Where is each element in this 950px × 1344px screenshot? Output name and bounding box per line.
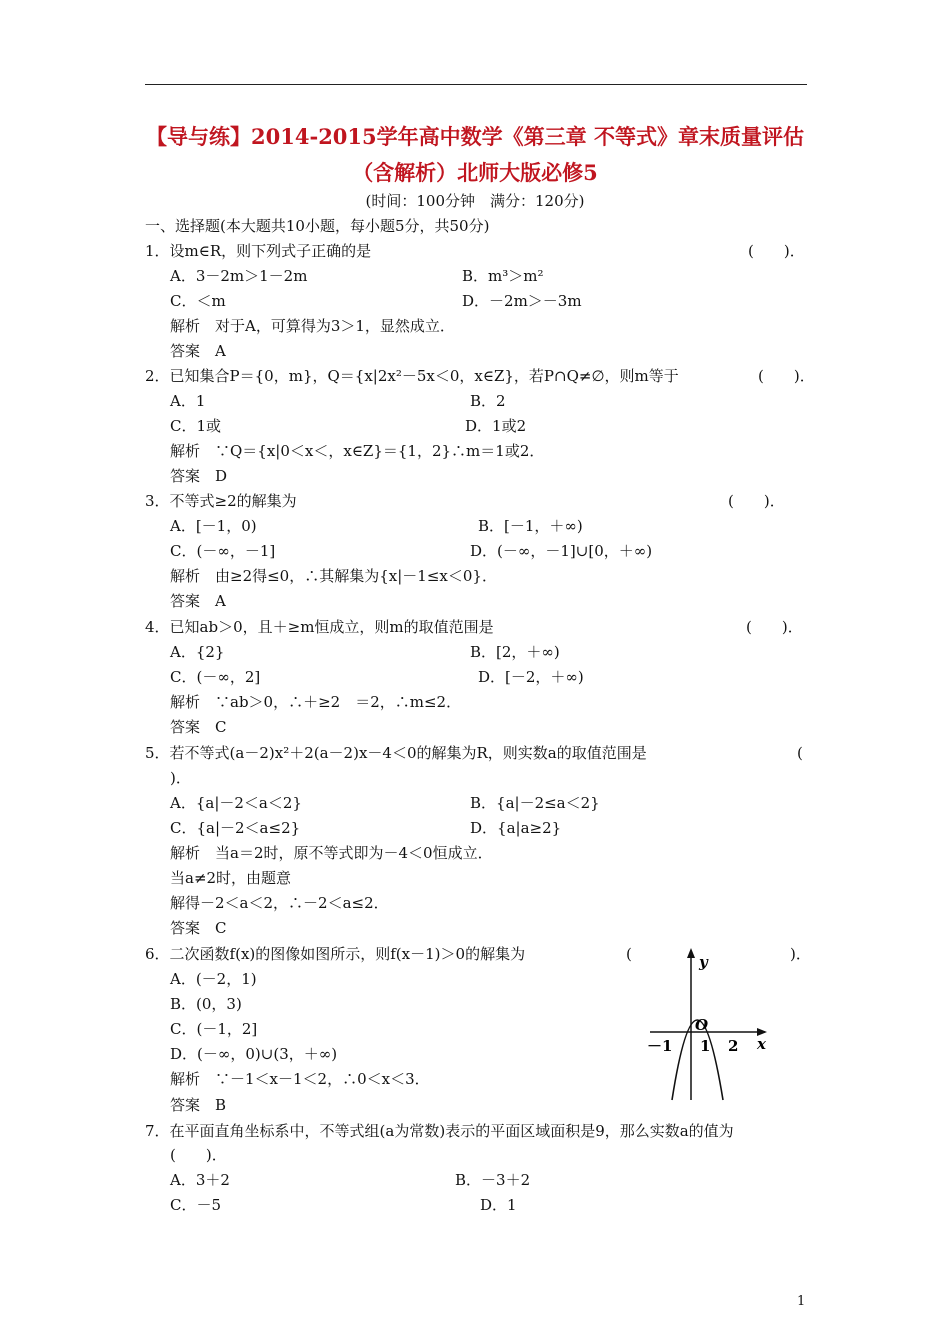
document-title-line-1: 【导与练】2014-2015学年高中数学《第三章 不等式》章末质量评估 xyxy=(146,124,804,149)
x-axis-label: x xyxy=(757,1035,766,1053)
question-6-stem: 6．二次函数f(x)的图像如图所示，则f(x－1)＞0的解集为 xyxy=(145,945,526,963)
question-7-option-b: B．－3＋2 xyxy=(455,1171,531,1189)
question-3-analysis: 解析 由≥2得≤0，∴其解集为{x|－1≤x＜0}． xyxy=(170,567,497,585)
question-2-option-d: D．1或2 xyxy=(465,417,527,435)
question-4-option-a: A．{2} xyxy=(170,643,225,661)
question-6-option-c: C．(－1，2] xyxy=(170,1020,258,1038)
question-4-answer: 答案 C xyxy=(170,718,227,736)
tick-label-1: 1 xyxy=(700,1037,711,1055)
question-6-bracket-close: )． xyxy=(790,945,811,963)
tick-label-neg1: －1 xyxy=(647,1037,673,1055)
parabola-graph xyxy=(645,945,775,1105)
question-5-answer: 答案 C xyxy=(170,919,227,937)
question-7-option-c: C．－5 xyxy=(170,1196,222,1214)
question-2-option-b: B．2 xyxy=(470,392,506,410)
question-6-option-b: B．(0，3) xyxy=(170,995,242,1013)
question-2-analysis: 解析 ∵Q＝{x|0＜x＜，x∈Z}＝{1，2}∴m＝1或2． xyxy=(170,442,545,460)
question-4-analysis: 解析 ∵ab＞0，∴＋≥2 ＝2，∴m≤2． xyxy=(170,693,462,711)
question-7-option-a: A．3＋2 xyxy=(170,1171,230,1189)
question-5-option-a: A．{a|－2＜a＜2} xyxy=(170,794,302,812)
question-6-option-a: A．(－2，1) xyxy=(170,970,257,988)
question-6-answer: 答案 B xyxy=(170,1096,227,1114)
question-1-option-c: C．＜m xyxy=(170,292,226,310)
question-3-bracket: ( )． xyxy=(728,492,785,510)
question-7-option-d: D．1 xyxy=(480,1196,517,1214)
section-heading: 一、选择题(本大题共10小题，每小题5分，共50分) xyxy=(145,217,490,235)
question-1-analysis: 解析 对于A，可算得为3＞1，显然成立． xyxy=(170,317,455,335)
question-5-bracket-open: ( xyxy=(797,744,803,762)
y-axis-arrow-icon xyxy=(687,948,695,958)
question-7-bracket: ( )． xyxy=(170,1146,227,1164)
y-axis-label: y xyxy=(699,953,708,971)
question-1-bracket: ( )． xyxy=(748,242,805,260)
question-5-analysis: 解析 当a＝2时，原不等式即为－4＜0恒成立． xyxy=(170,844,493,862)
question-5-option-b: B．{a|－2≤a＜2} xyxy=(470,794,600,812)
question-4-option-b: B．[2，＋∞) xyxy=(470,643,560,661)
question-2-option-c: C．1或 xyxy=(170,417,222,435)
question-6-analysis: 解析 ∵－1＜x－1＜2，∴0＜x＜3． xyxy=(170,1070,430,1088)
tick-label-2: 2 xyxy=(728,1037,739,1055)
question-4-option-c: C．(－∞，2] xyxy=(170,668,261,686)
question-2-stem: 2．已知集合P＝{0，m}，Q＝{x|2x²－5x＜0，x∈Z}，若P∩Q≠∅，则m等于 xyxy=(145,367,679,385)
question-1-stem: 1．设m∈R，则下列式子正确的是 xyxy=(145,242,372,260)
question-6-bracket-open: ( xyxy=(626,945,632,963)
question-4-option-d: D．[－2，＋∞) xyxy=(478,668,584,686)
header-rule xyxy=(145,84,807,85)
question-3-option-c: C．(－∞，－1] xyxy=(170,542,276,560)
exam-time-info: (时间：100分钟 满分：120分) xyxy=(365,192,585,210)
question-4-stem: 4．已知ab＞0，且＋≥m恒成立，则m的取值范围是 xyxy=(145,618,494,636)
question-5-extra-2: 解得－2＜a＜2，∴－2＜a≤2． xyxy=(170,894,389,912)
question-5-option-d: D．{a|a≥2} xyxy=(470,819,562,837)
document-title-line-2: （含解析）北师大版必修5 xyxy=(352,160,598,185)
question-5-option-c: C．{a|－2＜a≤2} xyxy=(170,819,301,837)
question-1-option-a: A．3－2m＞1－2m xyxy=(170,267,308,285)
question-7-stem: 7．在平面直角坐标系中，不等式组(a为常数)表示的平面区域面积是9，那么实数a的值为 xyxy=(145,1122,734,1140)
question-5-stem: 5．若不等式(a－2)x²＋2(a－2)x－4＜0的解集为R，则实数a的取值范围是 xyxy=(145,744,647,762)
question-3-option-d: D．(－∞，－1]∪[0，＋∞) xyxy=(470,542,653,560)
page-number: 1 xyxy=(797,1294,806,1309)
question-4-bracket: ( )． xyxy=(746,618,803,636)
question-2-option-a: A．1 xyxy=(170,392,206,410)
question-6-option-d: D．(－∞，0)∪(3，＋∞) xyxy=(170,1045,338,1063)
question-1-option-b: B．m³＞m² xyxy=(462,267,544,285)
question-1-answer: 答案 A xyxy=(170,342,226,360)
question-3-option-b: B．[－1，＋∞) xyxy=(478,517,583,535)
origin-label: O xyxy=(695,1016,709,1034)
question-3-answer: 答案 A xyxy=(170,592,226,610)
question-2-bracket: ( )． xyxy=(758,367,815,385)
question-5-bracket-close: )． xyxy=(170,769,191,787)
question-1-option-d: D．－2m＞－3m xyxy=(462,292,582,310)
question-2-answer: 答案 D xyxy=(170,467,228,485)
question-3-option-a: A．[－1，0) xyxy=(170,517,257,535)
question-3-stem: 3．不等式≥2的解集为 xyxy=(145,492,297,510)
question-5-extra-1: 当a≠2时，由题意 xyxy=(170,869,292,887)
